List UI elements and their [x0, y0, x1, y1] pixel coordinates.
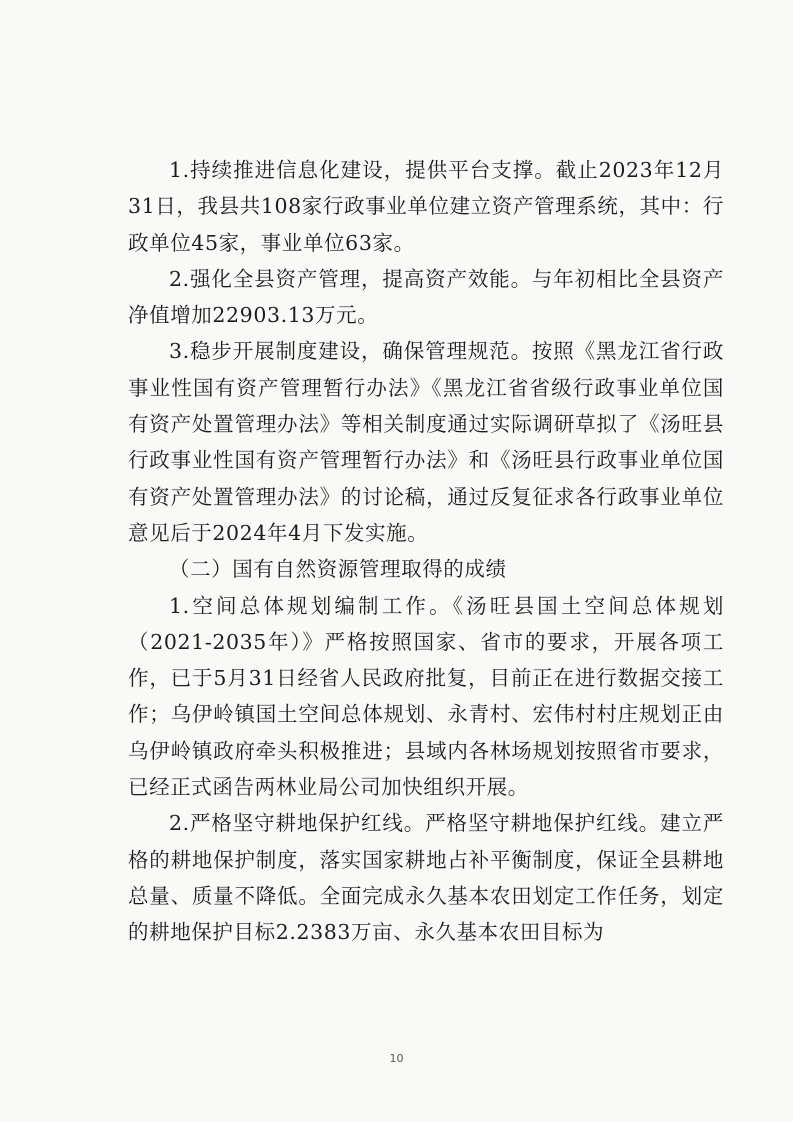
section-heading-natural-resources: （二）国有自然资源管理取得的成绩 [169, 557, 507, 582]
page-number: 10 [389, 1052, 404, 1065]
document-body [128, 152, 724, 951]
paragraph-farmland-protection: 2.严格坚守耕地保护红线。严格坚守耕地保护红线。建立严格的耕地保护制度，落实国家耕地占补平衡制度，保证全县耕地总量、质量不降低。全面完成永久基本农田划定工作任务，划定的耕地保护目标2.2383万亩、永久基本农田目标为 [128, 811, 724, 945]
paragraph-informatization: 1.持续推进信息化建设，提供平台支撑。截止2023年12月31日，我县共108家行政事业单位建立资产管理系统，其中：行政单位45家，事业单位63家。 [128, 158, 724, 255]
paragraph-asset-management: 2.强化全县资产管理，提高资产效能。与年初相比全县资产净值增加22903.13万元。 [128, 266, 724, 328]
paragraph-spatial-planning: 1.空间总体规划编制工作。《汤旺县国土空间总体规划（2021-2035年）》严格按照国家、省市的要求，开展各项工作，已于5月31日经省人民政府批复，目前正在进行数据交接工作；乌伊岭镇国土空间总体规划、永青村、宏伟村村庄规划正由乌伊岭镇政府牵头积极推进；县域内各林场规划按照省市要求，已经正式函告两林业局公司加快组织开展。 [128, 593, 724, 800]
paragraph-system-construction: 3.稳步开展制度建设，确保管理规范。按照《黑龙江省行政事业性国有资产管理暂行办法》《黑龙江省省级行政事业单位国有资产处置管理办法》等相关制度通过实际调研草拟了《汤旺县行政事业性国有资产管理暂行办法》和《汤旺县行政事业单位国有资产处置管理办法》的讨论稿，通过反复征求各行政事业单位意见后于2024年4月下发实施。 [128, 339, 724, 545]
